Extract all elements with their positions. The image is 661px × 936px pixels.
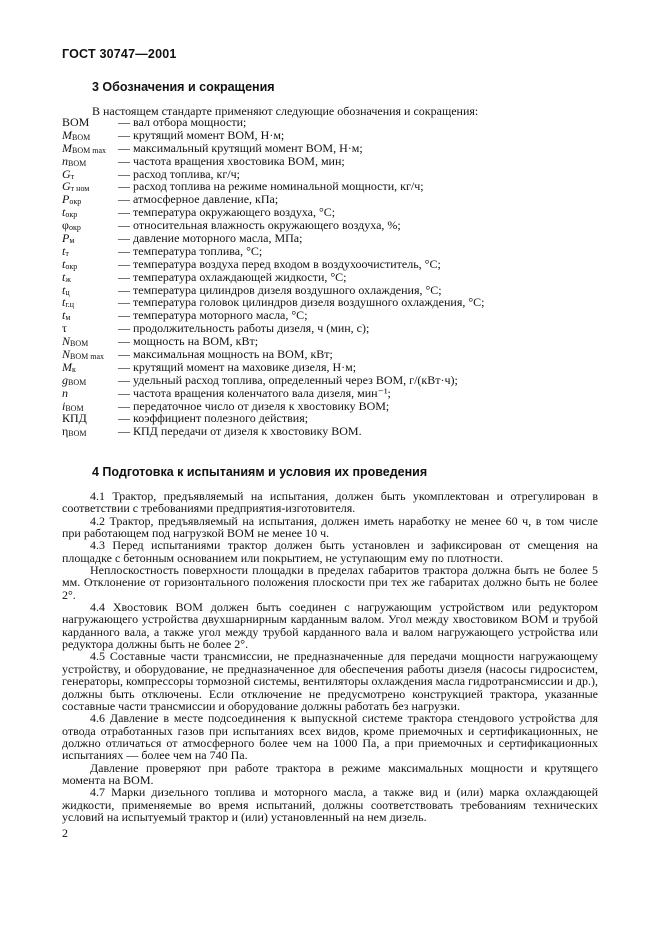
paragraph: 4.3 Перед испытаниями трактор должен быть установлен и зафиксирован от смещения на площадке с бетонным основанием или покрытием, не уступающим ему по плотности. (62, 538, 598, 565)
abbreviation-definition: — относительная влажность окружающего воздуха, %; (118, 218, 401, 233)
abbreviation-symbol: $t_{г.ц}$ (62, 295, 75, 310)
abbreviation-symbol: n (62, 385, 68, 400)
abbreviation-row (62, 387, 485, 400)
abbreviation-symbol: $N_{ВОМ}$ (62, 334, 89, 349)
section-3-title: 3 Обозначения и сокращения (92, 80, 275, 94)
paragraph: 4.7 Марки дизельного топлива и моторного масла, а также вид и (или) марка охлаждающей жидкости, применяемые во время испытаний, должны соответствовать требованиям технических условий на испытуемый трактор и (или) установленный на нем дизель. (62, 785, 598, 824)
abbreviation-row (62, 348, 485, 361)
abbreviation-row (62, 129, 485, 142)
abbreviation-symbol: τ (62, 321, 67, 336)
abbreviation-symbol: $t_ж$ (62, 269, 71, 284)
abbreviation-definition: — частота вращения хвостовика ВОМ, мин; (118, 153, 345, 168)
abbreviation-row (62, 258, 485, 271)
paragraph: 4.6 Давление в месте подсоединения к выпускной системе трактора стендового устройства для отвода отработанных газов при испытаниях всех видов, кроме приемочных и сертификационных, не должно отличаться от атмосферного более чем на 1000 Па, а при приемочных и сертификационных испытаниях — более чем на 740 Па. (62, 711, 598, 763)
abbreviation-definition: — коэффициент полезного действия; (118, 411, 309, 426)
abbreviation-definition: — атмосферное давление, кПа; (118, 192, 279, 207)
paragraph: 4.4 Хвостовик ВОМ должен быть соединен с нагружающим устройством или редуктором нагружающего устройства двухшарнирным карданным валом. Угол между хвостовиком ВОМ и трубой карданного вала, а также угол между трубой карданного вала и валом нагружающего устройства или редуктора должны быть не более 2°. (62, 600, 598, 652)
abbreviation-symbol: $P_{окр}$ (62, 192, 82, 207)
abbreviation-row (62, 116, 485, 129)
abbreviation-list (62, 116, 485, 438)
abbreviation-symbol: $\varphi_{окр}$ (62, 218, 81, 233)
abbreviation-definition: — максимальный крутящий момент ВОМ, Н·м; (118, 140, 363, 155)
abbreviation-symbol: $N_{ВОМ max}$ (62, 347, 105, 362)
abbreviation-definition: — передаточное число от дизеля к хвостовику ВОМ; (118, 398, 390, 413)
abbreviation-definition: — КПД передачи от дизеля к хвостовику ВОМ. (118, 424, 362, 439)
abbreviation-definition: — температура воздуха перед входом в воздухоочиститель, °С; (118, 256, 441, 271)
abbreviation-row (62, 245, 485, 258)
abbreviation-symbol: $t_м$ (62, 308, 71, 323)
abbreviation-definition: — температура головок цилиндров дизеля воздушного охлаждения, °С; (118, 295, 485, 310)
abbreviation-definition: — продолжительность работы дизеля, ч (мин, с); (118, 321, 370, 336)
abbreviation-definition: — максимальная мощность на ВОМ, кВт; (118, 347, 333, 362)
abbreviation-row (62, 271, 485, 284)
abbreviation-symbol: $P_м$ (62, 231, 75, 246)
abbreviation-definition: — температура моторного масла, °С; (118, 308, 308, 323)
abbreviation-symbol: $g_{ВОМ}$ (62, 372, 87, 387)
section-4-body (62, 490, 598, 823)
abbreviation-definition: — температура охлаждающей жидкости, °С; (118, 269, 347, 284)
abbreviation-definition: — расход топлива на режиме номинальной мощности, кг/ч; (118, 179, 424, 194)
abbreviation-symbol: $G_т$ (62, 166, 75, 181)
section-4-title: 4 Подготовка к испытаниям и условия их проведения (92, 465, 428, 479)
paragraph: 4.1 Трактор, предъявляемый на испытания, должен быть укомплектован и отрегулирован в соответствии с требованиями предприятия-изготовителя. (62, 489, 598, 516)
abbreviation-definition: — давление моторного масла, МПа; (118, 231, 303, 246)
abbreviation-row (62, 232, 485, 245)
abbreviation-definition: — расход топлива, кг/ч; (118, 166, 241, 181)
abbreviation-definition: — мощность на ВОМ, кВт; (118, 334, 259, 349)
abbreviation-row (62, 374, 485, 387)
abbreviation-symbol: $t_ц$ (62, 282, 70, 297)
abbreviation-row (62, 142, 485, 155)
abbreviation-definition: — температура топлива, °С; (118, 243, 263, 258)
paragraph: 4.2 Трактор, предъявляемый на испытания, должен иметь наработку не менее 60 ч, в том числе при работающем под нагрузкой ВОМ не менее 10 ч. (62, 513, 598, 541)
abbreviation-symbol: $i_{ВОМ}$ (62, 398, 84, 413)
abbreviation-definition: — крутящий момент ВОМ, Н·м; (118, 127, 285, 142)
abbreviation-symbol: $G_{т ном}$ (62, 179, 90, 194)
document-header: ГОСТ 30747—2001 (62, 47, 177, 61)
abbreviation-symbol: $M_{ВОМ max}$ (62, 140, 106, 155)
abbreviation-symbol: $\eta_{ВОМ}$ (62, 424, 87, 439)
abbreviation-symbol: $t_{окр}$ (62, 256, 78, 271)
paragraph: 4.5 Составные части трансмиссии, не предназначенные для передачи мощности нагружающему устройству, и оборудование, не предназначенное для обеспечения работы дизеля (насосы гидросистем, генераторы, компрессоры тормозной системы, вентиляторы охлаждения масла гидротрансмиссии и др.), должны быть отключены. Если отключение не предусмотрено конструкцией трактора, указанные составные части трансмиссии и оборудование должны работать без нагрузки. (62, 649, 598, 713)
abbreviation-symbol: $n_{ВОМ}$ (62, 153, 87, 168)
page-number: 2 (62, 826, 68, 840)
paragraph: Неплоскостность поверхности площадки в пределах габаритов трактора должна быть не более 5 мм. Отклонение от горизонтального положения плоскости при тех же габаритах должно быть не более 2°. (62, 563, 598, 602)
paragraph: Давление проверяют при работе трактора в режиме максимальных мощности и крутящего момента на ВОМ. (62, 760, 598, 787)
abbreviation-definition: — частота вращения коленчатого вала дизеля, мин⁻¹; (118, 385, 391, 400)
abbreviation-symbol: $t_{окр}$ (62, 205, 78, 220)
abbreviation-definition: — удельный расход топлива, определенный через ВОМ, г/(кВт·ч); (118, 372, 458, 387)
abbreviation-definition: — температура окружающего воздуха, °С; (118, 205, 336, 220)
abbreviation-symbol: $M_к$ (62, 359, 76, 374)
abbreviation-row (62, 155, 485, 168)
abbreviation-symbol: $t_т$ (62, 243, 69, 258)
abbreviation-definition: — вал отбора мощности; (118, 115, 247, 129)
abbreviation-definition: — крутящий момент на маховике дизеля, Н·м; (118, 359, 357, 374)
abbreviation-row (62, 425, 485, 438)
abbreviation-symbol: ВОМ (62, 115, 90, 129)
abbreviation-row (62, 361, 485, 374)
abbreviation-definition: — температура цилиндров дизеля воздушного охлаждения, °С; (118, 282, 442, 297)
abbreviation-symbol: $M_{ВОМ}$ (62, 127, 91, 142)
abbreviation-symbol: КПД (62, 411, 87, 426)
section-3-intro: В настоящем стандарте применяют следующие обозначения и сокращения: (92, 104, 479, 118)
